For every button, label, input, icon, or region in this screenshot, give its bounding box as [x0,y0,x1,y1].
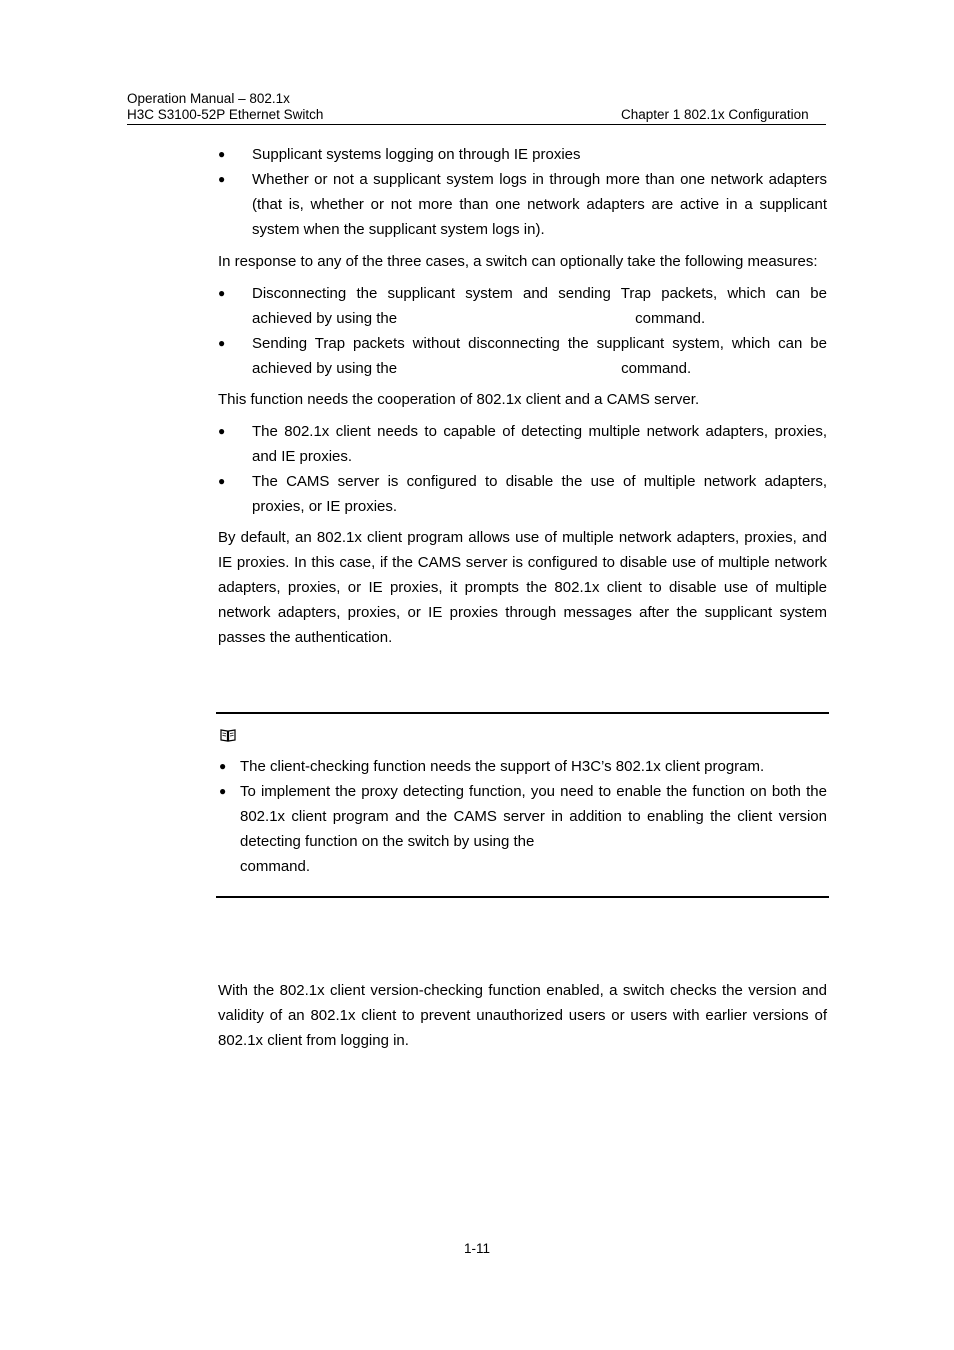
case-list [218,142,827,242]
list-item-text: Sending Trap packets without disconnecting the supplicant system, which can be achieved by using the [252,335,827,377]
list-item [218,331,827,381]
list-item-text-end: command. [621,360,692,377]
page-number: 1-11 [463,1241,491,1256]
list-item-text: The client-checking function needs the support of H3C’s 802.1x client program. [240,758,765,775]
version-section [218,978,827,1053]
manual-title: Operation Manual – 802.1x [127,91,290,106]
list-item [218,281,827,331]
list-item-text: Disconnecting the supplicant system and sending Trap packets, which can be achieved by using the [252,285,827,327]
list-item [219,779,827,879]
bullet-icon: ● [218,172,226,186]
list-item-text: The CAMS server is configured to disable the use of multiple network adapters, proxies, or IE proxies. [252,473,827,515]
list-item-text: To implement the proxy detecting function, you need to enable the function on both the 802.1x client program and the CAMS server in addition to enabling the client version detecting function on the switch by using the [240,783,827,850]
cooperation-list [218,419,827,519]
list-item [218,469,827,519]
measures-list [218,281,827,381]
list-item-text: Whether or not a supplicant system logs in through more than one network adapters (that is, whether or not more than one network adapters are active in a supplicant system when the supplicant system logs in). [252,171,827,238]
measures-paragraph: In response to any of the three cases, a switch can optionally take the following measures: [218,253,818,270]
bullet-icon: ● [218,286,226,300]
product-name: H3C S3100-52P Ethernet Switch [127,107,324,122]
cooperation-paragraph: This function needs the cooperation of 802.1x client and a CAMS server. [218,391,700,408]
list-item-text: Supplicant systems logging on through IE proxies [252,146,581,163]
bullet-icon: ● [218,336,226,350]
list-item [218,142,827,167]
chapter-title: Chapter 1 802.1x Configuration [621,107,809,122]
header-rule [127,124,826,125]
note-box [216,712,829,898]
list-item [218,419,827,469]
default-paragraph: By default, an 802.1x client program allows use of multiple network adapters, proxies, and IE proxies. In this case, if the CAMS server is configured to disable use of multiple network adapters, proxies, or IE proxies, it prompts the 802.1x client to disable use of multiple network adapters, proxies, or IE proxies through messages after the supplicant system passes the authentication. [218,529,827,646]
bullet-icon: ● [219,759,227,773]
list-item [219,754,827,779]
list-item-text: The 802.1x client needs to capable of detecting multiple network adapters, proxies, and IE proxies. [252,423,827,465]
main-content [218,142,827,650]
book-icon [220,728,236,742]
bullet-icon: ● [219,784,227,798]
list-item-text-end: command. [635,310,706,327]
bullet-icon: ● [218,474,226,488]
list-item [218,167,827,242]
list-item-text-end: command. [240,858,311,875]
note-list [219,754,827,879]
bullet-icon: ● [218,147,226,161]
version-paragraph: With the 802.1x client version-checking function enabled, a switch checks the version and validity of an 802.1x client to prevent unauthorized users or users with earlier versions of 802.1x client from logging in. [218,982,827,1049]
bullet-icon: ● [218,424,226,438]
